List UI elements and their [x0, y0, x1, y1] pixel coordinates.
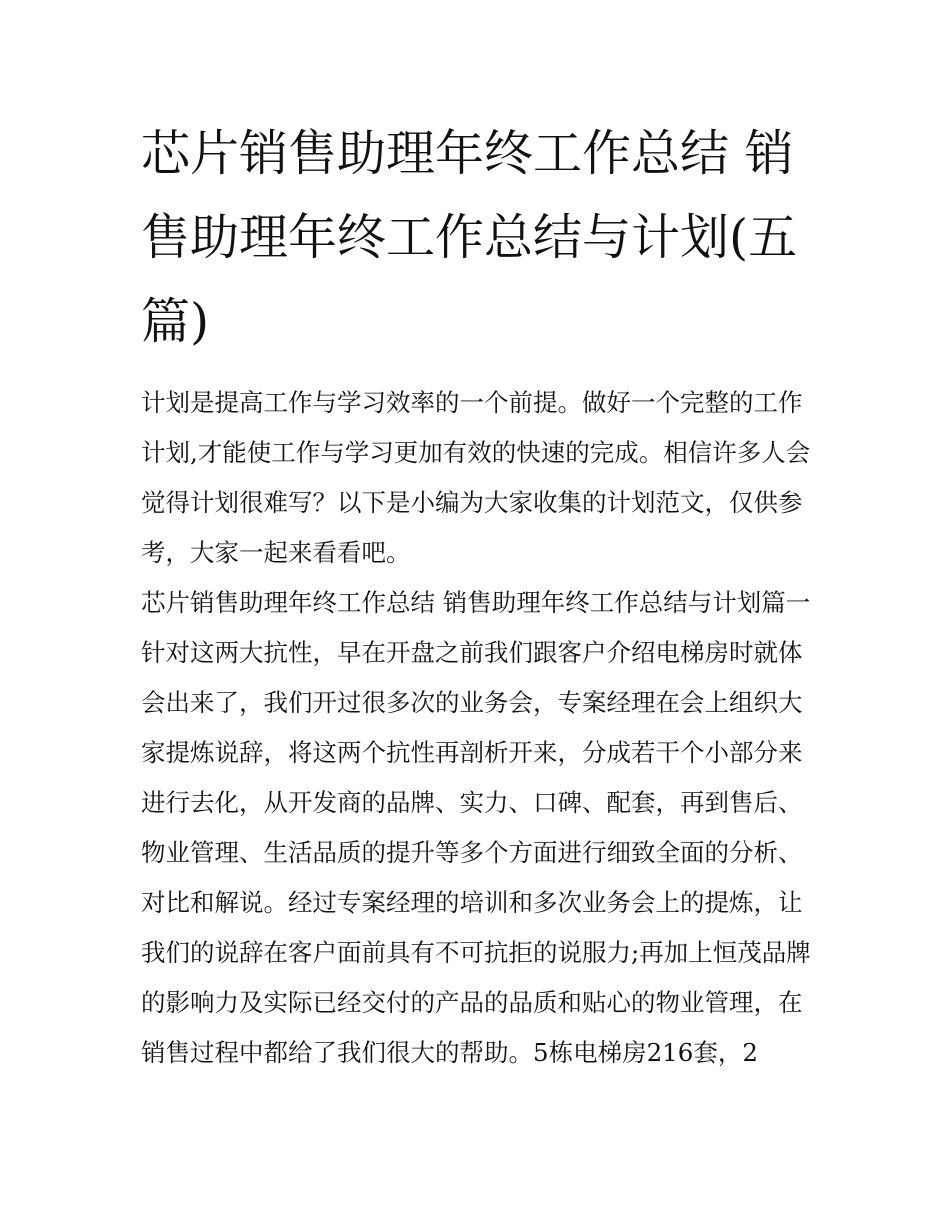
- intro-paragraph: 计划是提高工作与学习效率的一个前提。做好一个完整的工作计划,才能使工作与学习更加有效的快速的完成。相信许多人会觉得计划很难写？以下是小编为大家收集的计划范文，仅供参考，大家一起来看看吧。: [141, 388, 811, 567]
- document-content: [141, 112, 816, 1078]
- section-title: 芯片销售助理年终工作总结 销售助理年终工作总结与计划篇一: [141, 588, 811, 617]
- body-paragraph: 针对这两大抗性，早在开盘之前我们跟客户介绍电梯房时就体会出来了，我们开过很多次的业务会，专案经理在会上组织大家提炼说辞，将这两个抗性再剖析开来，分成若干个小部分来进行去化，从开发商的品牌、实力、口碑、配套，再到售后、物业管理、生活品质的提升等多个方面进行细致全面的分析、对比和解说。经过专案经理的培训和多次业务会上的提炼，让我们的说辞在客户面前具有不可抗拒的说服力;再加上恒茂品牌的影响力及实际已经交付的产品的品质和贴心的物业管理，在销售过程中都给了我们很大的帮助。5栋电梯房216套，2: [141, 638, 811, 1067]
- document-title: 芯片销售助理年终工作总结 销售助理年终工作总结与计划(五篇): [141, 125, 798, 350]
